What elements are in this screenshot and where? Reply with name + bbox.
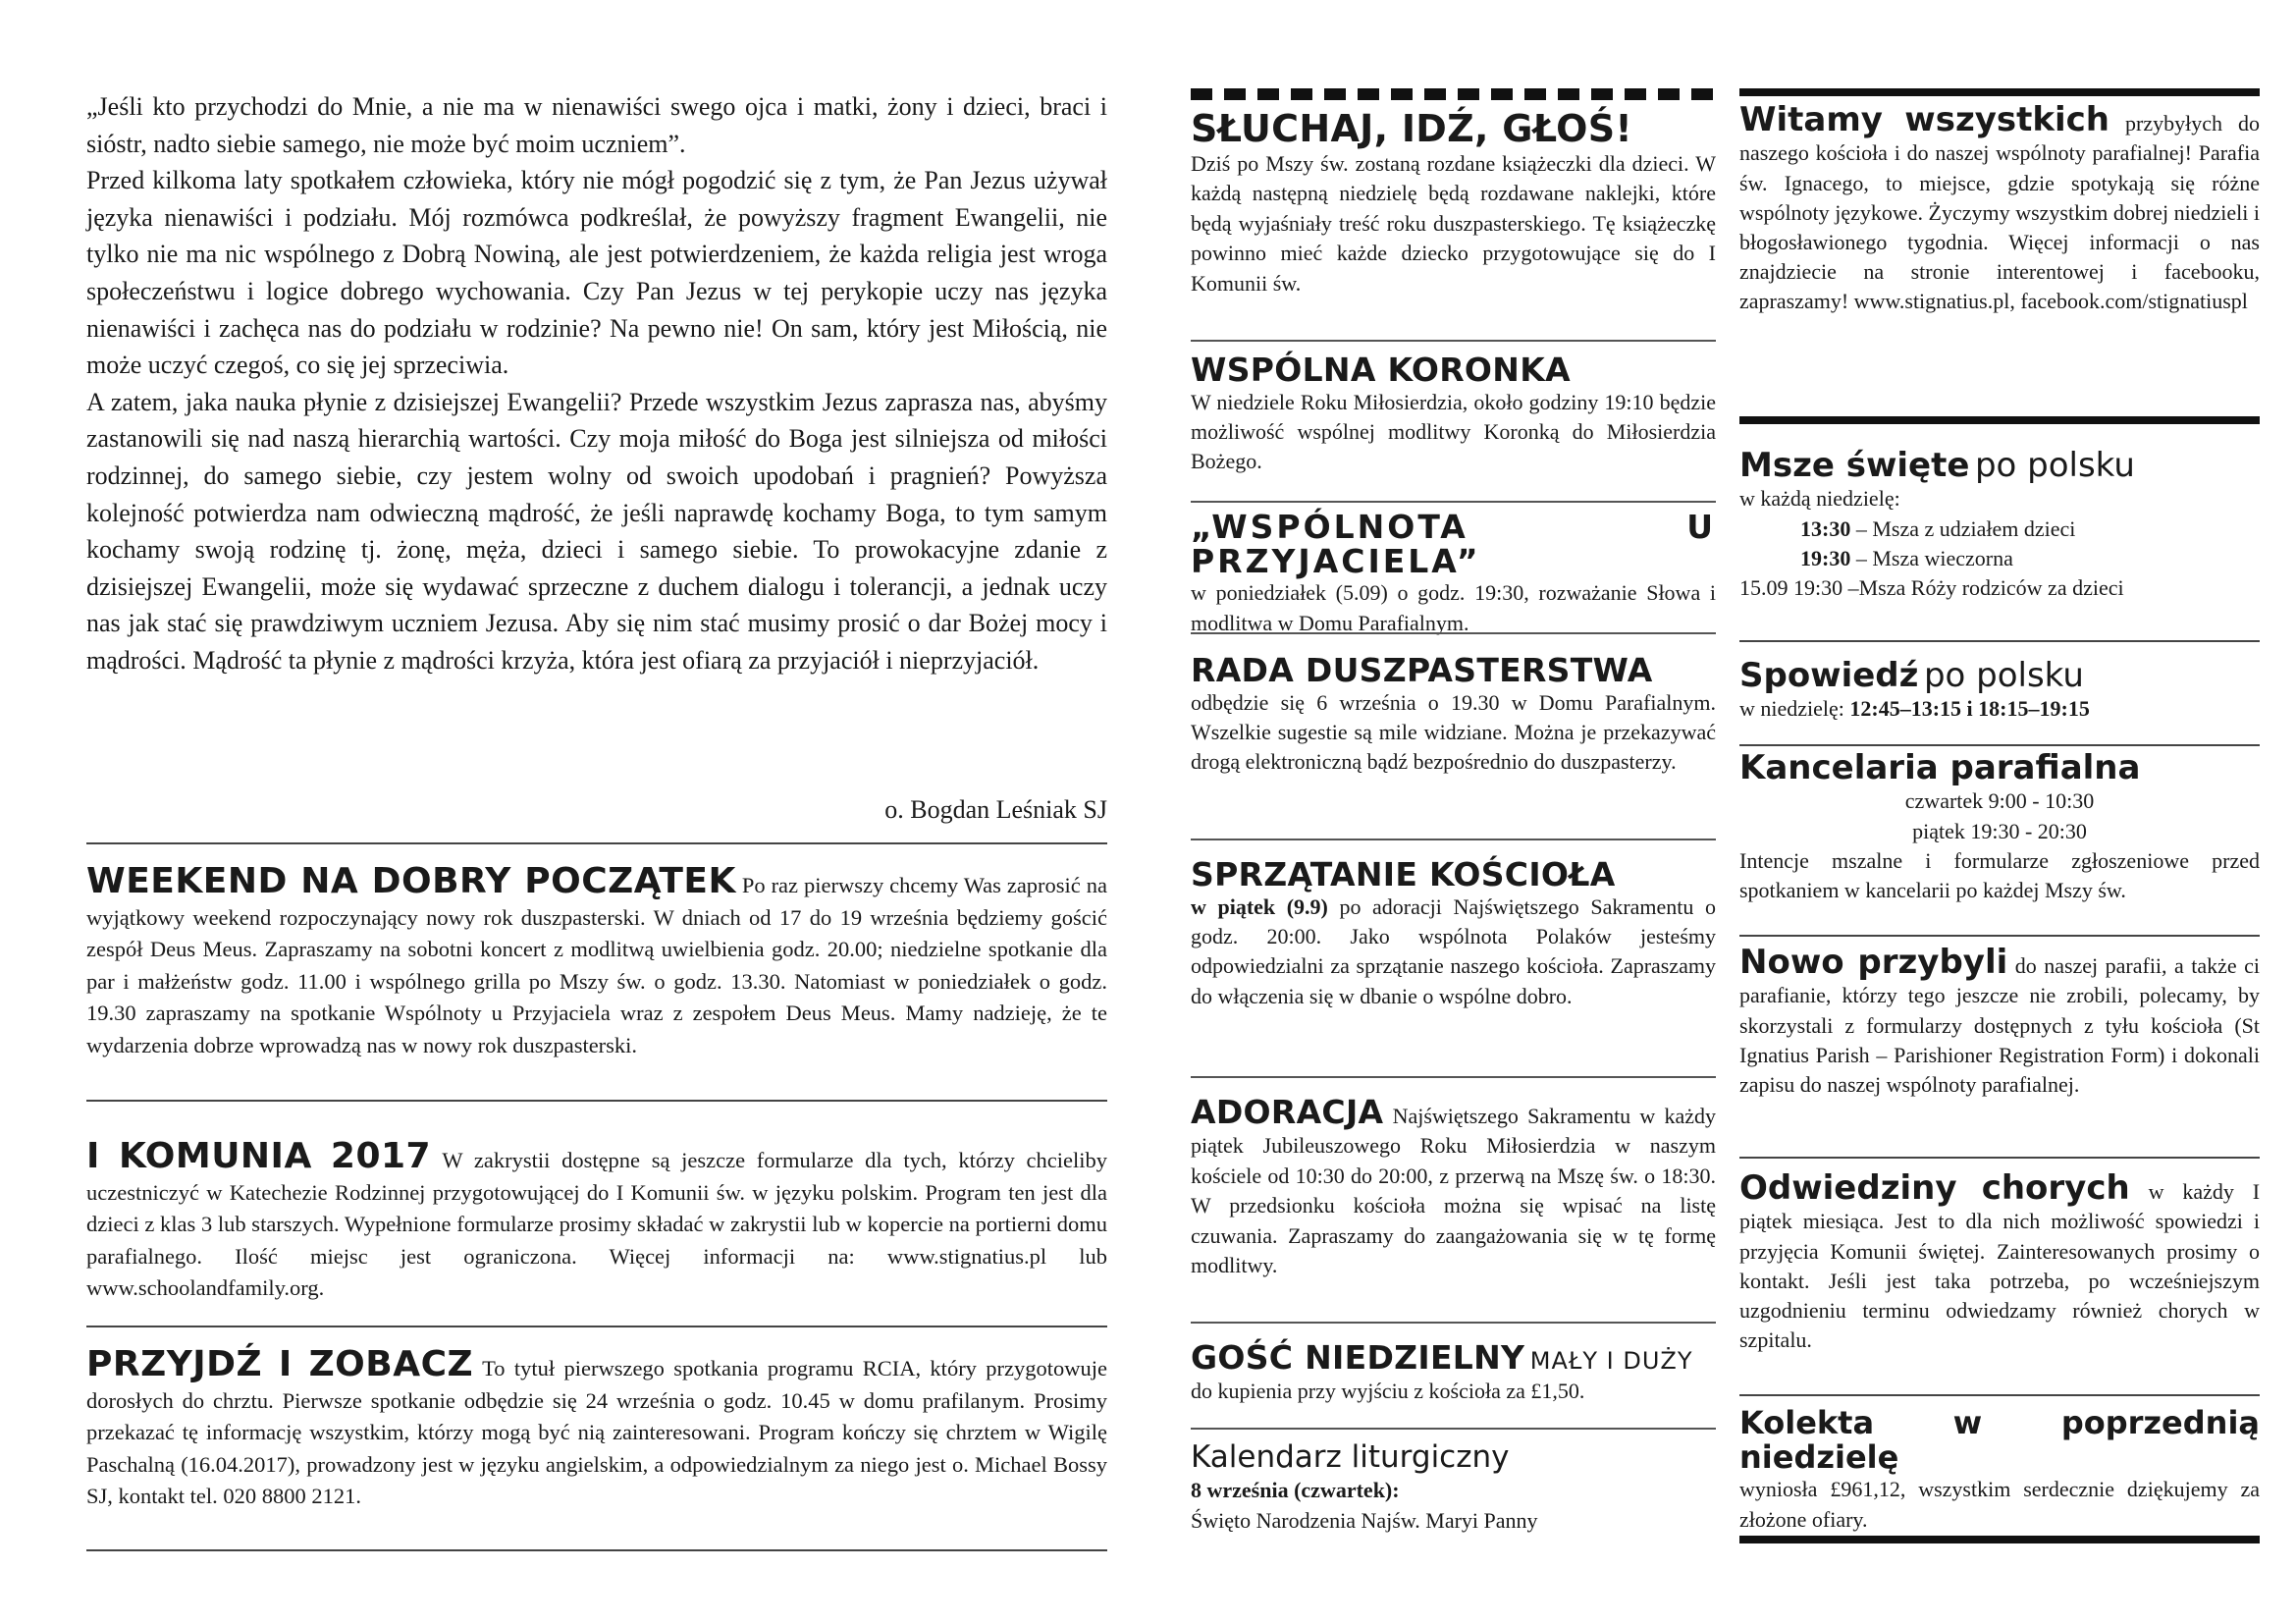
divider — [1739, 1157, 2260, 1159]
dashed-bar — [1191, 88, 1716, 100]
divider — [1191, 1076, 1716, 1078]
divider — [86, 842, 1107, 844]
koronka-section — [1191, 353, 1716, 477]
komunia-heading: I KOMUNIA 2017 — [86, 1136, 432, 1176]
kalendarz-date: 8 września (czwartek): — [1191, 1478, 1400, 1503]
witamy-text: przybyłych do naszego kościoła i do naszej wspólnoty parafialnej! Parafia św. Ignacego, to miejsce, gdzie spotykają się różne wspólnoty językowe. Życzymy wszystkim dobrej niedzieli i błogosławionego tygodnia. Więcej informacji o nas znajdziecie na stronie interentowej i facebooku, zapraszamy! www.stignatius.pl, facebook.com/stignatiuspl — [1739, 111, 2261, 314]
divider — [86, 1549, 1107, 1551]
bottom-bar — [1739, 1536, 2260, 1543]
gosc-section — [1191, 1338, 1716, 1407]
homily-signature: o. Bogdan Leśniak SJ — [884, 795, 1107, 824]
weekend-section — [86, 861, 1107, 1062]
rada-heading: RADA DUSZPASTERSTWA — [1191, 651, 1653, 689]
koronka-heading: WSPÓLNA KORONKA — [1191, 351, 1571, 389]
divider — [1191, 632, 1716, 634]
msze-section — [1739, 448, 2260, 603]
wspolnota-heading: „WSPÓLNOTA U PRZYJACIELA” — [1191, 508, 1716, 580]
kalendarz-text: Święto Narodzenia Najśw. Maryi Panny — [1191, 1507, 1538, 1533]
rada-section — [1191, 651, 1716, 778]
adoracja-text: Najświętszego Sakramentu w każdy piątek Jubileuszowego Roku Miłosierdzia w naszym kościele od 10:30 do 20:00, z przerwą na Mszę św. o 18:30. W przedsionku kościoła można się wpisać na listę czuwania. Zapraszamy do zaangażowania się w tę formę modlitwy. — [1191, 1104, 1717, 1278]
kolekta-heading: Kolekta w poprzednią niedzielę — [1739, 1404, 2260, 1477]
spowiedz-lead: w niedzielę: — [1739, 696, 1850, 722]
gosc-heading: GOŚĆ NIEDZIELNY — [1191, 1338, 1525, 1377]
wspolnota-section — [1191, 508, 1716, 638]
sprzatanie-heading: SPRZĄTANIE KOŚCIOŁA — [1191, 855, 1616, 893]
homily-paragraph-3: A zatem, jaka nauka płynie z dzisiejszej Ewangelii? Przede wszystkim Jezus zaprasza nas, abyśmy zastanowili się nad naszą hierarchią wartości. Czy moja miłość do Boga jest silniejsza od miłości rodzinnej, do samego siebie, czy jestem wolny od swoich upodobań i pragnień? Powyższa kolejność potwierdza nam odwieczną mądrość, że jeśli naprawdę kochamy Boga, to tym samym kochamy swoją rodzinę tj. żonę, męża, dzieci i samego siebie. To prowokacyjne zdanie z dzisiejszej Ewangelii, może się wydawać sprzeczne z duchem dialogu i tolerancji, a jednak uczy nas jak stać się prawdziwym uczniem Jezusa. Aby się nim stać musimy prosić o dar Bożej mocy i mądrości. Mądrość ta płynie z mądrości krzyża, która jest ofiarą za przyjaciół i nieprzyjaciół. — [86, 387, 1107, 675]
homily-paragraph-2: Przed kilkoma laty spotkałem człowieka, który nie mógł pogodzić się z tym, że Pan Jezus używał języka nienawiści i podziału. Mój rozmówca podkreślał, że powyższy fragment Ewangelii, nie tylko nie ma nic wspólnego z Dobrą Nowiną, ale jest potwierdzeniem, że każda religia jest wroga społeczeństwu i logice dobrego wychowania. Czy Pan Jezus w tej perykopie uczy nas języka nienawiści i zachęca nas do podziału w rodzinie? Na pewno nie! On sam, który jest Miłością, nie może uczyć czegoś, co się jej sprzeciwia. — [86, 166, 1107, 380]
homily-paragraph-1: „Jeśli kto przychodzi do Mnie, a nie ma w nienawiści swego ojca i matki, żony i dzieci, braci i sióstr, nadto siebie samego, nie może być moim uczniem”. — [86, 92, 1107, 158]
homily-text — [86, 88, 1107, 679]
spowiedz-section — [1739, 658, 2260, 725]
kalendarz-heading: Kalendarz liturgiczny — [1191, 1439, 1510, 1475]
sluchaj-heading: SŁUCHAJ, IDŹ, GŁOŚ! — [1191, 107, 1633, 150]
przyjdz-heading: PRZYJDŹ I ZOBACZ — [86, 1344, 474, 1384]
divider — [1739, 744, 2260, 746]
nowo-section — [1739, 945, 2260, 1100]
divider — [1739, 935, 2260, 937]
msze-heading-light: po polsku — [1974, 446, 2135, 485]
divider — [1191, 1322, 1716, 1324]
msze-extra: 15.09 19:30 –Msza Róży rodziców za dzieci — [1739, 575, 2124, 600]
weekend-heading: WEEKEND NA DOBRY POCZĄTEK — [86, 861, 736, 901]
divider — [1191, 501, 1716, 503]
gosc-subheading: MAŁY I DUŻY — [1529, 1347, 1693, 1375]
komunia-section — [86, 1136, 1107, 1305]
msze-time-1: 13:30 — [1800, 515, 1851, 541]
divider — [1191, 839, 1716, 840]
kalendarz-section — [1191, 1439, 1716, 1536]
gosc-text: do kupienia przy wyjściu z kościoła za £1,50. — [1191, 1379, 1585, 1404]
section-bar — [1739, 416, 2260, 424]
witamy-heading: Witamy wszystkich — [1739, 100, 2110, 139]
spowiedz-heading-light: po polsku — [1923, 656, 2084, 695]
msze-line-2: – Msza wieczorna — [1850, 545, 2013, 570]
przyjdz-text: To tytuł pierwszego spotkania programu RCIA, który przygotowuje dorosłych do chrztu. Pierwsze spotkanie odbędzie się 24 września o godz. 10.45 w domu prafilanym. Prosimy przekazać tę informację wszystkim, którzy mogą być nią zainteresowani. Program kończy się chrztem w Wigilę Paschalną (16.04.2017), prowadzony jest w języku angielskim, a odpowiedzialnym za niego jest o. Michael Bossy SJ, kontakt tel. 020 8800 2121. — [86, 1356, 1108, 1509]
rada-text: odbędzie się 6 września o 19.30 w Domu Parafialnym. Wszelkie sugestie są mile widziane. Można je przekazywać drogą elektroniczną bądź bezpośrednio do duszpasterzy. — [1191, 689, 1716, 775]
komunia-text: W zakrystii dostępne są jeszcze formularze dla tych, którzy chcieliby uczestniczyć w Katechezie Rodzinnej przygotowującej do I Komunii św. w języku polskim. Program ten jest dla dzieci z klas 3 lub starszych. Wypełnione formularze prosimy składać w zakrystii lub w kopercie na portierni domu parafialnego. Ilość miejsc jest ograniczona. Więcej informacji na: www.stignatius.pl lub www.schoolandfamily.org. — [86, 1148, 1107, 1301]
kancelaria-hours-2: piątek 19:30 - 20:30 — [1912, 818, 2087, 843]
odwiedziny-text: w każdy I piątek miesiąca. Jest to dla nich możliwość spowiedzi i przyjęcia Komunii świętej. Zainteresowanych prosimy o kontakt. Jeśli jest taka potrzeba, po wcześniejszym uzgodnieniu terminu odwiedzamy również chorych w szpitalu. — [1739, 1179, 2261, 1353]
top-bar — [1739, 88, 2260, 96]
koronka-text: W niedziele Roku Miłosierdzia, około godziny 19:10 będzie możliwość wspólnej modlitwy Koronką do Miłosierdzia Bożego. — [1191, 389, 1716, 474]
msze-intro: w każdą niedzielę: — [1739, 486, 1900, 512]
przyjdz-section — [86, 1344, 1108, 1513]
sluchaj-section — [1191, 107, 1716, 298]
adoracja-heading: ADORACJA — [1191, 1093, 1384, 1131]
nowo-heading: Nowo przybyli — [1739, 943, 2008, 982]
msze-line-1: – Msza z udziałem dzieci — [1850, 515, 2076, 541]
divider — [86, 1326, 1107, 1327]
odwiedziny-heading: Odwiedziny chorych — [1739, 1168, 2130, 1208]
kancelaria-section — [1739, 750, 2260, 905]
divider — [86, 1100, 1107, 1102]
nowo-text: do naszej parafii, a także ci parafianie, którzy tego jeszcze nie zrobili, polecamy, by skorzystali z formularzy dostępnych z tyłu kościoła (St Ignatius Parish – Parishioner Registration Form) i dokonali zapisu do naszej wspólnoty parafialnej. — [1739, 953, 2260, 1097]
spowiedz-heading: Spowiedź — [1739, 656, 1919, 695]
wspolnota-text: w poniedziałek (5.09) o godz. 19:30, rozważanie Słowa i modlitwa w Domu Parafialnym. — [1191, 580, 1716, 635]
divider — [1739, 640, 2260, 642]
sprzatanie-section — [1191, 855, 1716, 1011]
odwiedziny-section — [1739, 1170, 2260, 1355]
witamy-section — [1739, 102, 2260, 317]
msze-time-2: 19:30 — [1800, 545, 1851, 570]
kancelaria-heading: Kancelaria parafialna — [1739, 748, 2141, 787]
weekend-text: Po raz pierwszy chcemy Was zaprosić na wyjątkowy weekend rozpoczynający nowy rok duszpasterski. W dniach od 17 do 19 września będziemy gościć zespół Deus Meus. Zapraszamy na sobotni koncert z modlitwą uwielbienia godz. 20.00; niedzielne spotkanie dla par i małżeństw godz. 11.00 i wspólnego grilla po Mszy św. o godz. 13.30. Natomiast w poniedziałek o godz. 19.30 zapraszamy na spotkanie Wspólnoty u Przyjaciela wraz z zespołem Deus Meus. Mamy nadzieję, że te wydarzenia dobrze wprowadzą nas w nowy rok duszpasterski. — [86, 873, 1107, 1057]
sprzatanie-text: po adoracji Najświętszego Sakramentu o godz. 20:00. Jako wspólnota Polaków jesteśmy odpowiedzialni za sprzątanie naszego kościoła. Zapraszamy do włączenia się w dbanie o wspólne dobro. — [1191, 893, 1716, 1008]
kancelaria-text: Intencje mszalne i formularze zgłoszeniowe przed spotkaniem w kancelarii po każdej Mszy św. — [1739, 847, 2260, 902]
divider — [1191, 340, 1716, 342]
divider — [1191, 1428, 1716, 1430]
divider — [1739, 1394, 2260, 1396]
kolekta-text: wyniosła £961,12, wszystkim serdecznie dziękujemy za złożone ofiary. — [1739, 1477, 2260, 1532]
sprzatanie-lead: w piątek (9.9) — [1191, 893, 1328, 919]
msze-heading: Msze święte — [1739, 446, 1970, 485]
kolekta-section — [1739, 1406, 2260, 1535]
kancelaria-hours-1: czwartek 9:00 - 10:30 — [1904, 788, 2095, 814]
spowiedz-times: 12:45–13:15 i 18:15–19:15 — [1849, 696, 2090, 722]
adoracja-section — [1191, 1093, 1717, 1280]
sluchaj-text: Dziś po Mszy św. zostaną rozdane książeczki dla dzieci. W każdą następną niedzielę będą rozdawane naklejki, które będą wyjaśniały treść roku duszpasterskiego. Tę książeczkę powinno mieć każde dziecko przygotowujące się do I Komunii św. — [1191, 150, 1716, 296]
